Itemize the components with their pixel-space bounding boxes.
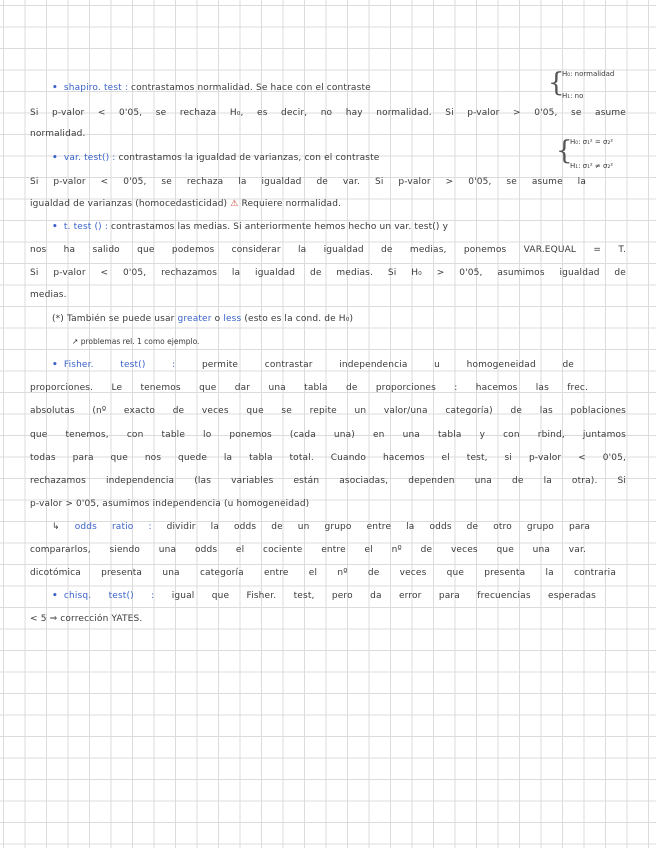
bullet-icon: •: [52, 360, 58, 370]
odds-line-2: compararlos, siendo una odds el cociente entre el nº de veces que una var.: [30, 545, 586, 555]
fisher-line-2: proporciones. Le tenemos que dar una tabla de proporciones : hacemos las frec.: [30, 383, 588, 393]
ttest-note-less: less: [223, 314, 242, 324]
odds-line-3: dicotómica presenta una categoría entre el nº de veces que presenta la contraria: [30, 568, 616, 578]
ttest-text-1: contrastamos las medias. Si anteriormente hemos hecho un var. test() y: [111, 222, 449, 232]
ttest-line-3: Si p-valor < 0'05, rechazamos la igualdad de medias. Si H₀ > 0'05, asumimos igualdad de: [30, 268, 626, 278]
shapiro-h0: H₀: normalidad: [562, 70, 615, 78]
vartest-func: var. test() :: [63, 153, 116, 163]
fisher-line-6: rechazamos independencia (las variables están asociadas, dependen una de la otra). Si: [30, 476, 626, 486]
vartest-text-1: contrastamos la igualdad de varianzas, con el contraste: [118, 153, 380, 163]
hypothesis-brace-icon: {: [548, 68, 565, 98]
bullet-icon: •: [52, 83, 58, 93]
ttest-note: [52, 313, 552, 325]
vartest-line-3: [30, 198, 626, 210]
vartest-text-3b: Requiere normalidad.: [241, 199, 342, 209]
odds-arrow-icon: ↳: [52, 522, 60, 532]
chisq-line-1: [52, 590, 596, 602]
shapiro-text-1: contrastamos normalidad. Se hace con el contraste: [131, 83, 371, 93]
chisq-line-2: < 5 ⇒ corrección YATES.: [30, 614, 143, 624]
shapiro-h1: H₁: no: [562, 92, 584, 100]
vartest-h0: H₀: σ₁² = σ₂²: [570, 138, 614, 146]
vartest-h1: H₁: σ₁² ≠ σ₂²: [570, 162, 614, 170]
warning-triangle-icon: ⚠: [230, 199, 239, 209]
bullet-icon: •: [52, 153, 58, 163]
fisher-func: Fisher. test() :: [63, 360, 176, 370]
ttest-func: t. test () :: [63, 222, 109, 232]
odds-label: odds ratio :: [74, 522, 152, 532]
ttest-line-1: [52, 221, 626, 233]
fisher-text-1: permite contrastar independencia u homogeneidad de: [201, 360, 574, 370]
curved-arrow-icon: ↗: [72, 337, 79, 346]
vartest-line-2: Si p-valor < 0'05, se rechaza la igualdad de var. Si p-valor > 0'05, se asume la: [30, 177, 586, 187]
fisher-line-1: [52, 359, 574, 371]
odds-line-1: [52, 521, 590, 533]
ttest-line-4: medias.: [30, 290, 67, 300]
fisher-line-7: p-valor > 0'05, asumimos independencia (u homogeneidad): [30, 499, 310, 509]
shapiro-line-2: Si p-valor < 0'05, se rechaza H₀, es decir, no hay normalidad. Si p-valor > 0'05, se asume: [30, 108, 626, 118]
shapiro-func: shapiro. test :: [63, 83, 129, 93]
vartest-text-3a: igualdad de varianzas (homocedasticidad): [30, 199, 228, 209]
ttest-line-2: nos ha salido que podemos considerar la igualdad de medias, ponemos VAR.EQUAL = T.: [30, 245, 626, 255]
shapiro-line-3: normalidad.: [30, 129, 86, 139]
fisher-aside: [72, 337, 199, 346]
vartest-line-1: [52, 152, 550, 164]
ttest-note-greater: greater: [177, 314, 212, 324]
chisq-func: chisq. test() :: [63, 591, 155, 601]
fisher-aside-text: problemas rel. 1 como ejemplo.: [80, 337, 200, 346]
bullet-icon: •: [52, 222, 58, 232]
hypothesis-brace-icon: {: [556, 136, 573, 166]
chisq-text-1: igual que Fisher. test, pero da error para frecuencias esperadas: [171, 591, 596, 601]
ttest-note-o: o: [214, 314, 221, 324]
fisher-line-4: que tenemos, con table lo ponemos (cada una) en una tabla y con rbind, juntamos: [30, 430, 626, 440]
shapiro-line-1: [52, 82, 542, 94]
ttest-note-a: (*) También se puede usar: [52, 314, 175, 324]
fisher-line-5: todas para que nos quede la tabla total. Cuando hacemos el test, si p-valor < 0'05,: [30, 453, 626, 463]
bullet-icon: •: [52, 591, 58, 601]
fisher-line-3: absolutas (nº exacto de veces que se repite un valor/una categoría) de las poblaciones: [30, 406, 626, 416]
ttest-note-b: (esto es la cond. de H₀): [244, 314, 354, 324]
odds-text-1: dividir la odds de un grupo entre la odds de otro grupo para: [166, 522, 590, 532]
